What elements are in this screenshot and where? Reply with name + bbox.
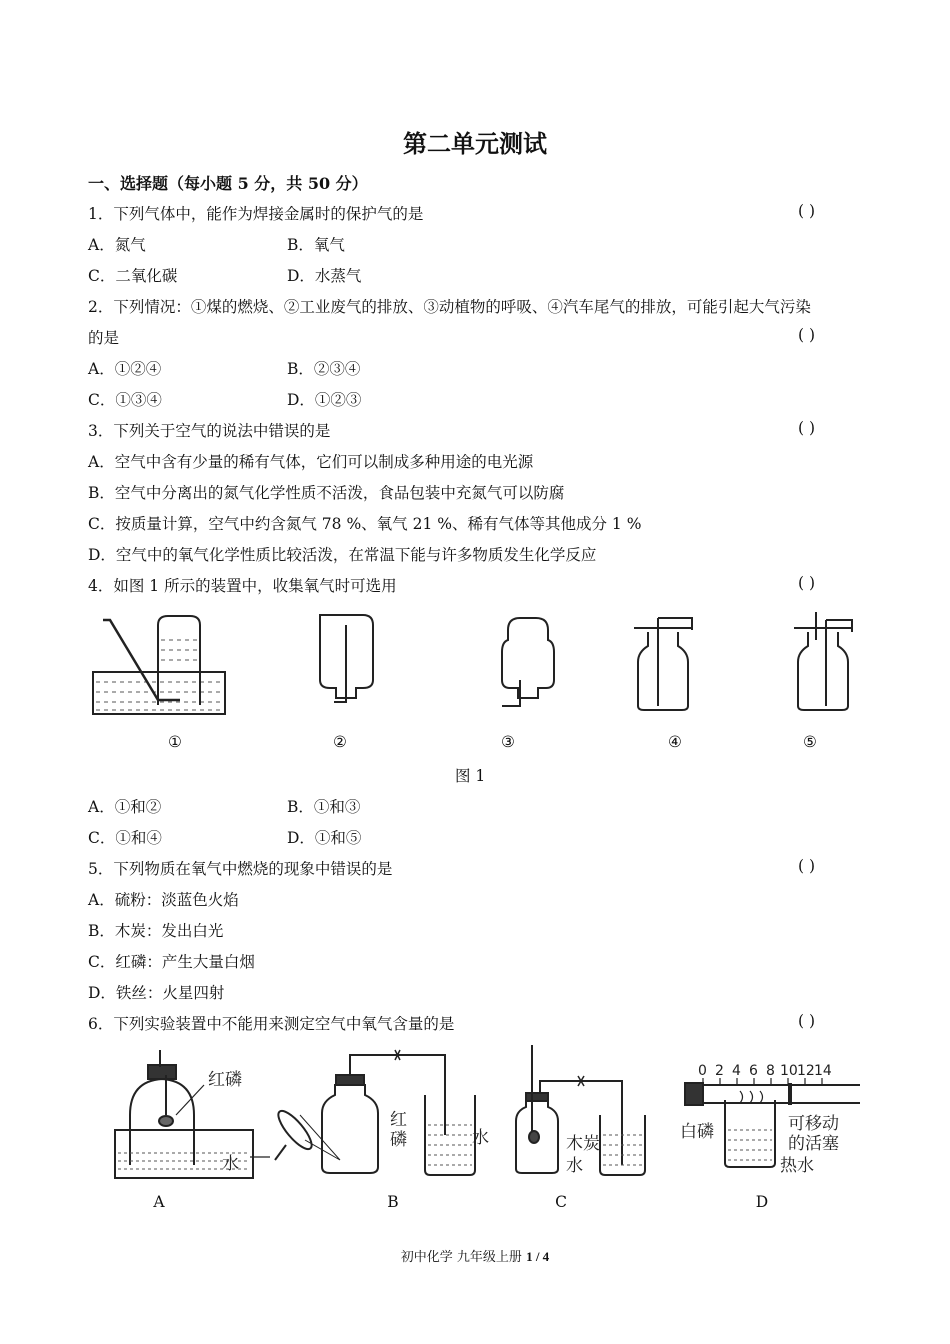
apparatus-1-water-trough <box>93 616 225 714</box>
q6-label-b: B <box>387 1193 399 1211</box>
scale-label-6: 6 <box>749 1063 758 1079</box>
label-white-phosphorus-d: 白磷 <box>680 1122 714 1142</box>
q3-option-a: A．空气中含有少量的稀有气体，它们可以制成多种用途的电光源 <box>88 453 534 471</box>
label-water-c: 水 <box>566 1156 583 1176</box>
figure-1-label-2: ② <box>333 733 347 751</box>
q4-option-a: A．①和② <box>88 798 162 816</box>
apparatus-4-gas-bottle-long-tube <box>634 618 692 710</box>
q5-answer-blank: ( ) <box>798 857 816 875</box>
q4-answer-blank: ( ) <box>798 574 816 592</box>
scale-label-14: 14 <box>814 1063 832 1079</box>
q2-stem: 2．下列情况：①煤的燃烧、②工业废气的排放、③动植物的呼吸、④汽车尾气的排放，可能引起大气污染 <box>88 298 811 316</box>
scale-labels-d <box>698 1063 832 1079</box>
q6-answer-blank: ( ) <box>798 1012 816 1030</box>
scale-label-10: 10 <box>780 1063 798 1079</box>
label-red-phosphorus-b-1: 红 <box>390 1110 407 1130</box>
scale-label-4: 4 <box>732 1063 741 1079</box>
apparatus-2-bottle-upward-air <box>320 615 373 702</box>
figure-1-label-5: ⑤ <box>803 733 817 751</box>
q2-answer-blank: ( ) <box>798 326 816 344</box>
q5-option-a: A．硫粉：淡蓝色火焰 <box>88 891 239 909</box>
apparatus-a-bell-jar <box>115 1050 270 1178</box>
label-piston-d-2: 的活塞 <box>788 1134 839 1154</box>
q3-answer-blank: ( ) <box>798 419 816 437</box>
figure-1-caption: 图 1 <box>455 767 486 785</box>
q6-label-d: D <box>755 1193 769 1211</box>
footer-text: 初中化学 九年级上册 <box>400 1250 527 1265</box>
q1-option-d: D．水蒸气 <box>287 267 362 285</box>
q4-option-b: B．①和③ <box>287 798 361 816</box>
q2-stem-cont: 的是 <box>88 329 120 347</box>
section-heading: 一、选择题（每小题 5 分，共 50 分） <box>88 174 368 193</box>
scale-label-2: 2 <box>715 1063 724 1079</box>
label-charcoal-c: 木炭 <box>566 1134 600 1154</box>
page-footer <box>0 1246 950 1265</box>
q1-stem: 1．下列气体中，能作为焊接金属时的保护气的是 <box>88 205 424 223</box>
label-water-a: 水 <box>222 1154 239 1174</box>
q6-label-c: C <box>555 1193 567 1211</box>
label-hot-water-d: 热水 <box>780 1156 814 1176</box>
q2-option-d: D．①②③ <box>287 391 362 409</box>
q3-option-d: D．空气中的氧气化学性质比较活泼，在常温下能与许多物质发生化学反应 <box>88 546 597 564</box>
q6-apparatus-figures <box>100 1045 860 1185</box>
label-red-phosphorus-a: 红磷 <box>208 1070 242 1090</box>
q5-stem: 5．下列物质在氧气中燃烧的现象中错误的是 <box>88 860 393 878</box>
scale-label-12: 12 <box>797 1063 815 1079</box>
q4-option-d: D．①和⑤ <box>287 829 362 847</box>
q2-option-a: A．①②④ <box>88 360 162 378</box>
q3-option-b: B．空气中分离出的氮气化学性质不活泼，食品包装中充氮气可以防腐 <box>88 484 565 502</box>
page-number: 1 / 4 <box>526 1249 550 1264</box>
scale-label-0: 0 <box>698 1063 707 1079</box>
q1-option-c: C．二氧化碳 <box>88 267 178 285</box>
q3-stem: 3．下列关于空气的说法中错误的是 <box>88 422 331 440</box>
q6-stem: 6．下列实验装置中不能用来测定空气中氧气含量的是 <box>88 1015 455 1033</box>
q5-option-b: B．木炭：发出白光 <box>88 922 224 940</box>
label-piston-d-1: 可移动 <box>788 1114 839 1134</box>
q2-option-c: C．①③④ <box>88 391 162 409</box>
scale-label-8: 8 <box>766 1063 775 1079</box>
q5-option-c: C．红磷：产生大量白烟 <box>88 953 255 971</box>
q4-option-c: C．①和④ <box>88 829 162 847</box>
q6-label-a: A <box>153 1193 165 1211</box>
apparatus-b-lens-bottle-beaker <box>273 1050 475 1175</box>
figure-1-label-4: ④ <box>668 733 682 751</box>
q1-option-a: A．氮气 <box>88 236 146 254</box>
page-title: 第二单元测试 <box>403 129 547 158</box>
apparatus-3-bottle-downward-air <box>502 618 554 706</box>
label-water-b: 水 <box>472 1128 489 1148</box>
q2-option-b: B．②③④ <box>287 360 361 378</box>
label-red-phosphorus-b-2: 磷 <box>390 1130 407 1150</box>
apparatus-5-gas-bottle-short-tube <box>794 612 852 710</box>
figure-1-label-3: ③ <box>501 733 515 751</box>
q5-option-d: D．铁丝：火星四射 <box>88 984 225 1002</box>
q3-option-c: C．按质量计算，空气中约含氮气 78 %、氧气 21 %、稀有气体等其他成分 1 % <box>88 515 642 533</box>
figure-1-apparatus <box>88 610 868 720</box>
q1-answer-blank: ( ) <box>798 202 816 220</box>
q4-stem: 4．如图 1 所示的装置中，收集氧气时可选用 <box>88 577 397 595</box>
figure-1-label-1: ① <box>168 733 182 751</box>
q1-option-b: B．氧气 <box>287 236 345 254</box>
